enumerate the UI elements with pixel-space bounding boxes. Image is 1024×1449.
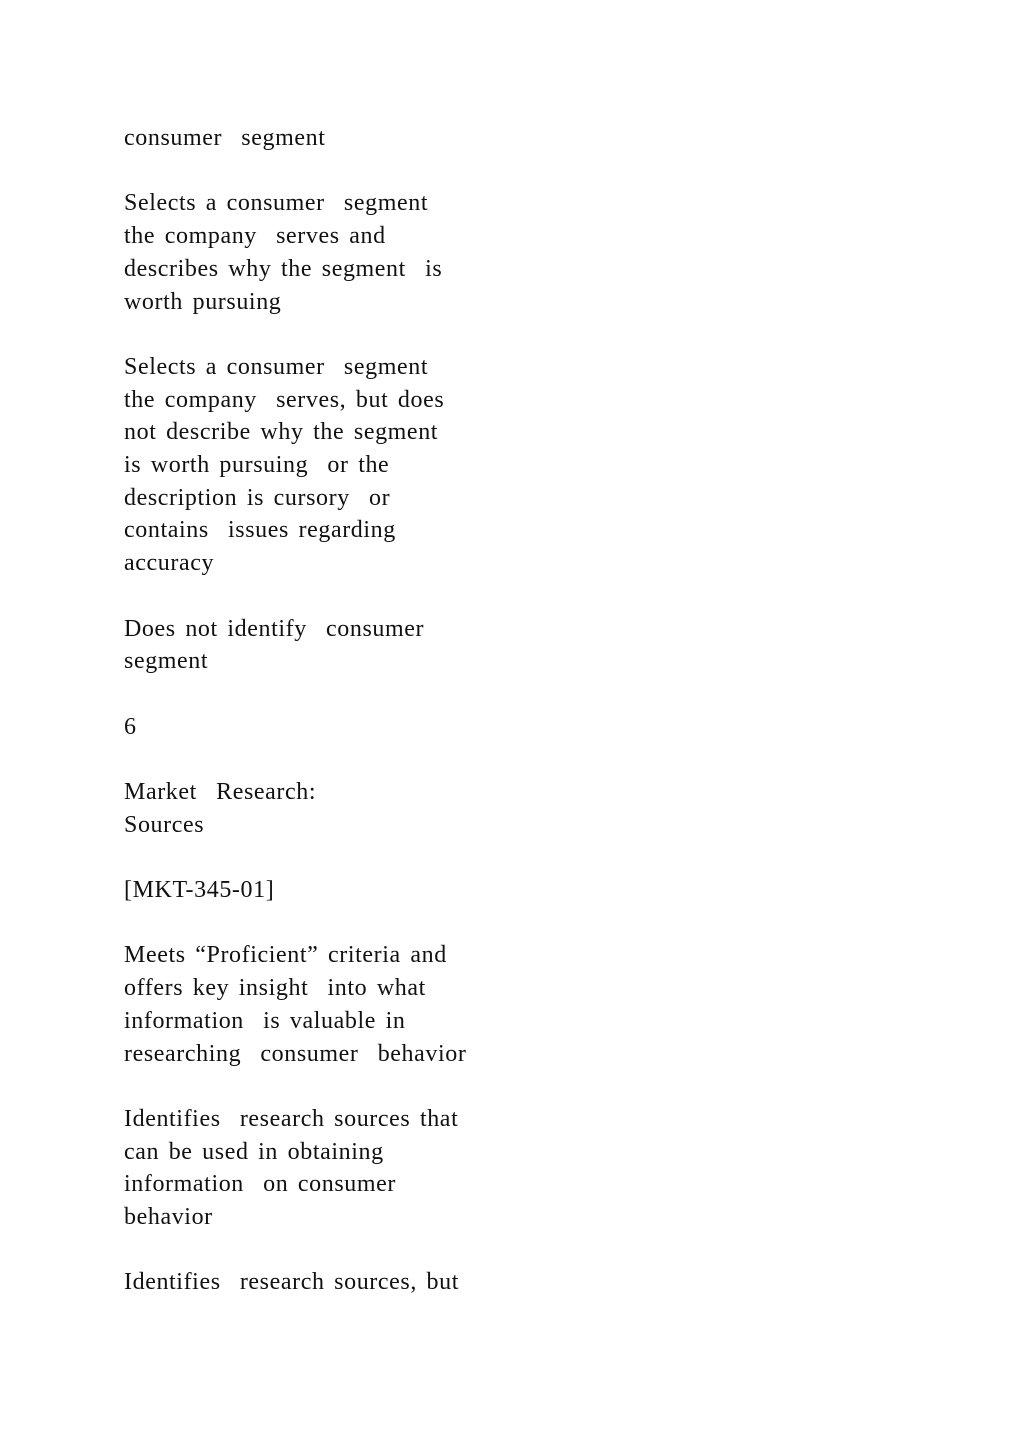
text-line: the company serves, but does <box>124 386 445 413</box>
text-line: Does not identify consumer <box>124 615 425 642</box>
paragraph-proficient-criteria-sources <box>124 1103 544 1234</box>
text-line: information on consumer <box>124 1171 397 1198</box>
text-line: information is valuable in <box>124 1007 406 1034</box>
text-line: can be used in obtaining <box>124 1138 384 1165</box>
text-line: not describe why the segment <box>124 419 439 446</box>
text-line: segment <box>124 648 209 675</box>
text-line: accuracy <box>124 550 215 577</box>
text-line: Identifies research sources that <box>124 1105 459 1132</box>
paragraph-exemplary-criteria <box>124 187 544 318</box>
paragraph-points-value <box>124 711 544 744</box>
text-line: contains issues regarding <box>124 517 396 544</box>
paragraph-exemplary-criteria-sources <box>124 939 544 1070</box>
paragraph-consumer-segment-heading <box>124 122 544 155</box>
text-line: worth pursuing <box>124 288 282 315</box>
text-line: behavior <box>124 1204 213 1231</box>
paragraph-needs-improvement-criteria-sources <box>124 1266 544 1299</box>
text-line: Selects a consumer segment <box>124 190 429 217</box>
text-line: researching consumer behavior <box>124 1040 467 1067</box>
text-line: is worth pursuing or the <box>124 452 390 478</box>
text-line: Sources <box>124 811 205 838</box>
paragraph-course-code <box>124 874 544 907</box>
text-line: the company serves and <box>124 223 386 250</box>
paragraph-needs-improvement-criteria <box>124 351 544 580</box>
text-line: describes why the segment is <box>124 255 443 282</box>
text-line: Identifies research sources, but <box>124 1269 460 1296</box>
paragraph-not-evident-criteria <box>124 613 544 678</box>
paragraph-market-research-heading <box>124 776 544 841</box>
text-line: Selects a consumer segment <box>124 353 429 380</box>
text-line: Market Research: <box>124 778 317 805</box>
text-line: [MKT-345-01] <box>124 877 275 904</box>
text-line: description is cursory or <box>124 484 391 511</box>
text-line: 6 <box>124 713 137 740</box>
text-line: Meets “Proficient” criteria and <box>124 942 447 969</box>
text-line: consumer segment <box>124 125 326 151</box>
document-page <box>124 122 544 1332</box>
text-line: offers key insight into what <box>124 975 426 1002</box>
